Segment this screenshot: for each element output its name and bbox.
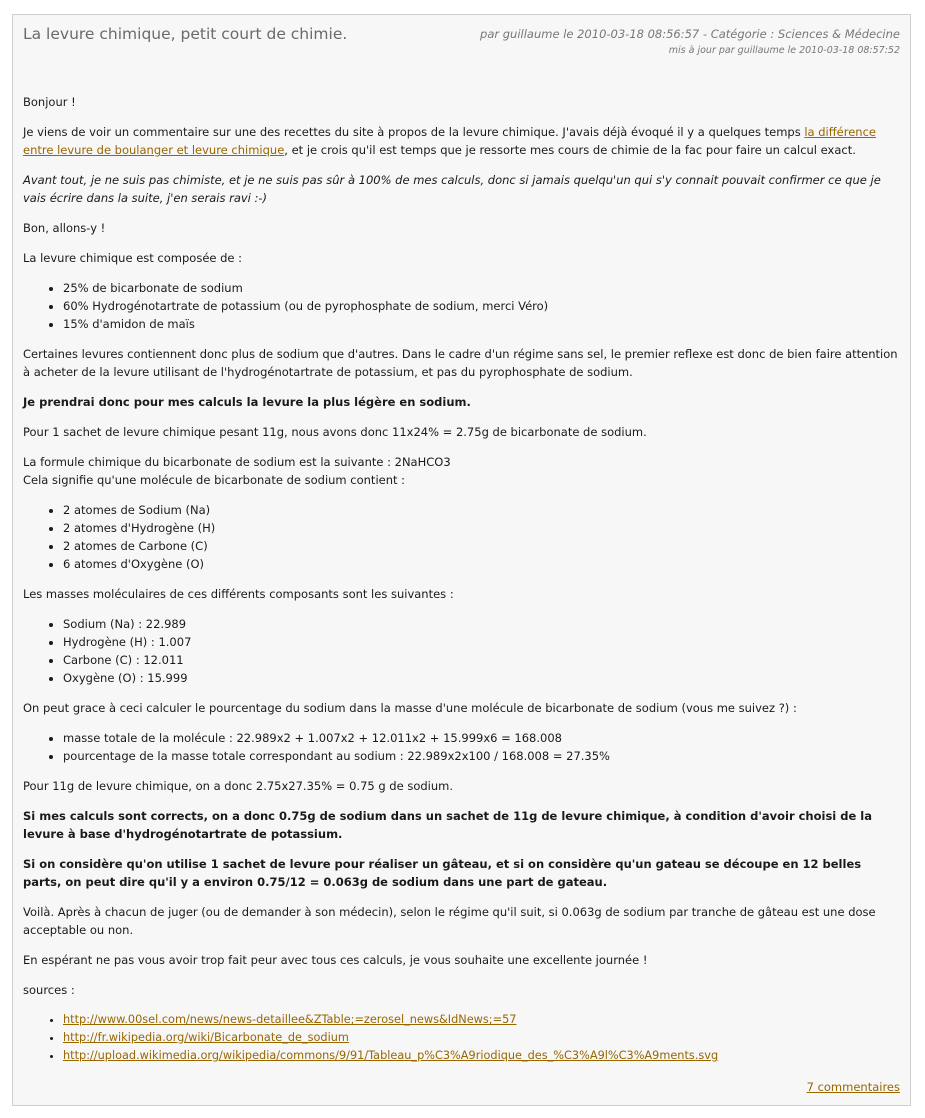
allons-y: Bon, allons-y !: [23, 221, 106, 235]
percentage-intro: On peut grace à ceci calculer le pourcentage du sodium dans la masse d'une molécule de bicarbonate de sodium (vous me suivez ?) :: [23, 701, 797, 715]
list-item: • masse totale de la molécule : 22.989x2 + 1.007x2 + 12.011x2 + 15.999x6 = 168.008: [63, 729, 900, 747]
composition-list: [23, 279, 900, 333]
list-item: • 25% de bicarbonate de sodium: [63, 279, 900, 297]
calculations-list: [23, 729, 900, 765]
list-item: [63, 1029, 900, 1047]
list-item: • pourcentage de la masse totale correspondant au sodium : 22.989x2x100 / 168.008 = 27.35%: [63, 747, 900, 765]
post-meta-author-category: par guillaume le 2010-03-18 08:56:57 - Catégorie : Sciences & Médecine: [480, 27, 900, 41]
list-item: • 6 atomes d'Oxygène (O): [63, 555, 900, 573]
intro-paragraph: Je viens de voir un commentaire sur une des recettes du site à propos de la levure chimique. J'avais déjà évoqué il y a quelques temps la différence entre levure de boulanger et levure chimique, et je crois qu'il est temps que je ressorte mes cours de chimie de la fac pour faire un calcul exact.: [23, 125, 876, 157]
list-item: • 2 atomes de Sodium (Na): [63, 501, 900, 519]
closing-paragraph: En espérant ne pas vous avoir trop fait peur avec tous ces calculs, je vous souhaite une excellente journée !: [23, 953, 648, 967]
list-item: [63, 1047, 900, 1065]
post-footer: [807, 1079, 900, 1095]
list-item: • Carbone (C) : 12.011: [63, 651, 900, 669]
comments-link[interactable]: 7 commentaires: [806, 1080, 900, 1094]
source-link-wikipedia[interactable]: http://fr.wikipedia.org/wiki/Bicarbonate_de_sodium: [63, 1031, 349, 1044]
post-meta-updated: mis à jour par guillaume le 2010-03-18 08:57:52: [668, 45, 900, 56]
conclusion-2: Si on considère qu'on utilise 1 sachet de levure pour réaliser un gâteau, et si on considère qu'un gateau se découpe en 12 belles parts, on peut dire qu'il y a environ 0.75/12 = 0.063g de sodium dans une part de gateau.: [23, 857, 862, 889]
sources-label: sources :: [23, 983, 75, 997]
disclaimer: Avant tout, je ne suis pas chimiste, et je ne suis pas sûr à 100% de mes calculs, donc si jamais quelqu'un qui s'y connait pouvait confirmer ce que je vais écrire dans la suite, j'en serais ravi :-): [23, 173, 881, 205]
post-title: La levure chimique, petit court de chimie.: [23, 25, 348, 43]
masses-intro: Les masses moléculaires de ces différents composants sont les suivantes :: [23, 587, 454, 601]
atoms-list: [23, 501, 900, 573]
sodium-note: Certaines levures contiennent donc plus de sodium que d'autres. Dans le cadre d'un régime sans sel, le premier reflexe est donc de bien faire attention à acheter de la levure utilisant de l'hydrogénotartrate de potassium, et pas du pyrophosphate de sodium.: [23, 347, 898, 379]
list-item: • Oxygène (O) : 15.999: [63, 669, 900, 687]
article-panel: [12, 14, 911, 1106]
masses-list: [23, 615, 900, 687]
voila-paragraph: Voilà. Après à chacun de juger (ou de demander à son médecin), selon le régime qu'il suit, si 0.063g de sodium par tranche de gâteau est une dose acceptable ou non.: [23, 905, 876, 937]
choice-statement: Je prendrai donc pour mes calculs la levure la plus légère en sodium.: [23, 395, 471, 409]
list-item: • Sodium (Na) : 22.989: [63, 615, 900, 633]
difference-levure-link[interactable]: la différence entre levure de boulanger et levure chimique: [23, 125, 876, 157]
list-item: [63, 1011, 900, 1029]
list-item: • Hydrogène (H) : 1.007: [63, 633, 900, 651]
list-item: • 2 atomes de Carbone (C): [63, 537, 900, 555]
source-link-wikimedia[interactable]: http://upload.wikimedia.org/wikipedia/commons/9/91/Tableau_p%C3%A9riodique_des_%C3%A9l%C3%A9ments.svg: [63, 1049, 719, 1062]
composition-intro: La levure chimique est composée de :: [23, 251, 243, 265]
sachet-calculation: Pour 1 sachet de levure chimique pesant 11g, nous avons donc 11x24% = 2.75g de bicarbonate de sodium.: [23, 425, 647, 439]
sodium-result: Pour 11g de levure chimique, on a donc 2.75x27.35% = 0.75 g de sodium.: [23, 779, 454, 793]
list-item: • 2 atomes d'Hydrogène (H): [63, 519, 900, 537]
sources-list: [23, 1011, 900, 1065]
conclusion-1: Si mes calculs sont corrects, on a donc 0.75g de sodium dans un sachet de 11g de levure chimique, à condition d'avoir choisi de la levure à base d'hydrogénotartrate de potassium.: [23, 809, 872, 841]
greeting: Bonjour !: [23, 95, 76, 109]
list-item: • 15% d'amidon de maïs: [63, 315, 900, 333]
post-content: [23, 93, 900, 1077]
formula-paragraph: La formule chimique du bicarbonate de sodium est la suivante : 2NaHCO3 Cela signifie qu'une molécule de bicarbonate de sodium contient :: [23, 455, 451, 487]
post-meta: [480, 27, 900, 57]
list-item: • 60% Hydrogénotartrate de potassium (ou de pyrophosphate de sodium, merci Véro): [63, 297, 900, 315]
source-link-00sel[interactable]: http://www.00sel.com/news/news-detaillee&ZTable;=zerosel_news&IdNews;=57: [63, 1013, 517, 1026]
